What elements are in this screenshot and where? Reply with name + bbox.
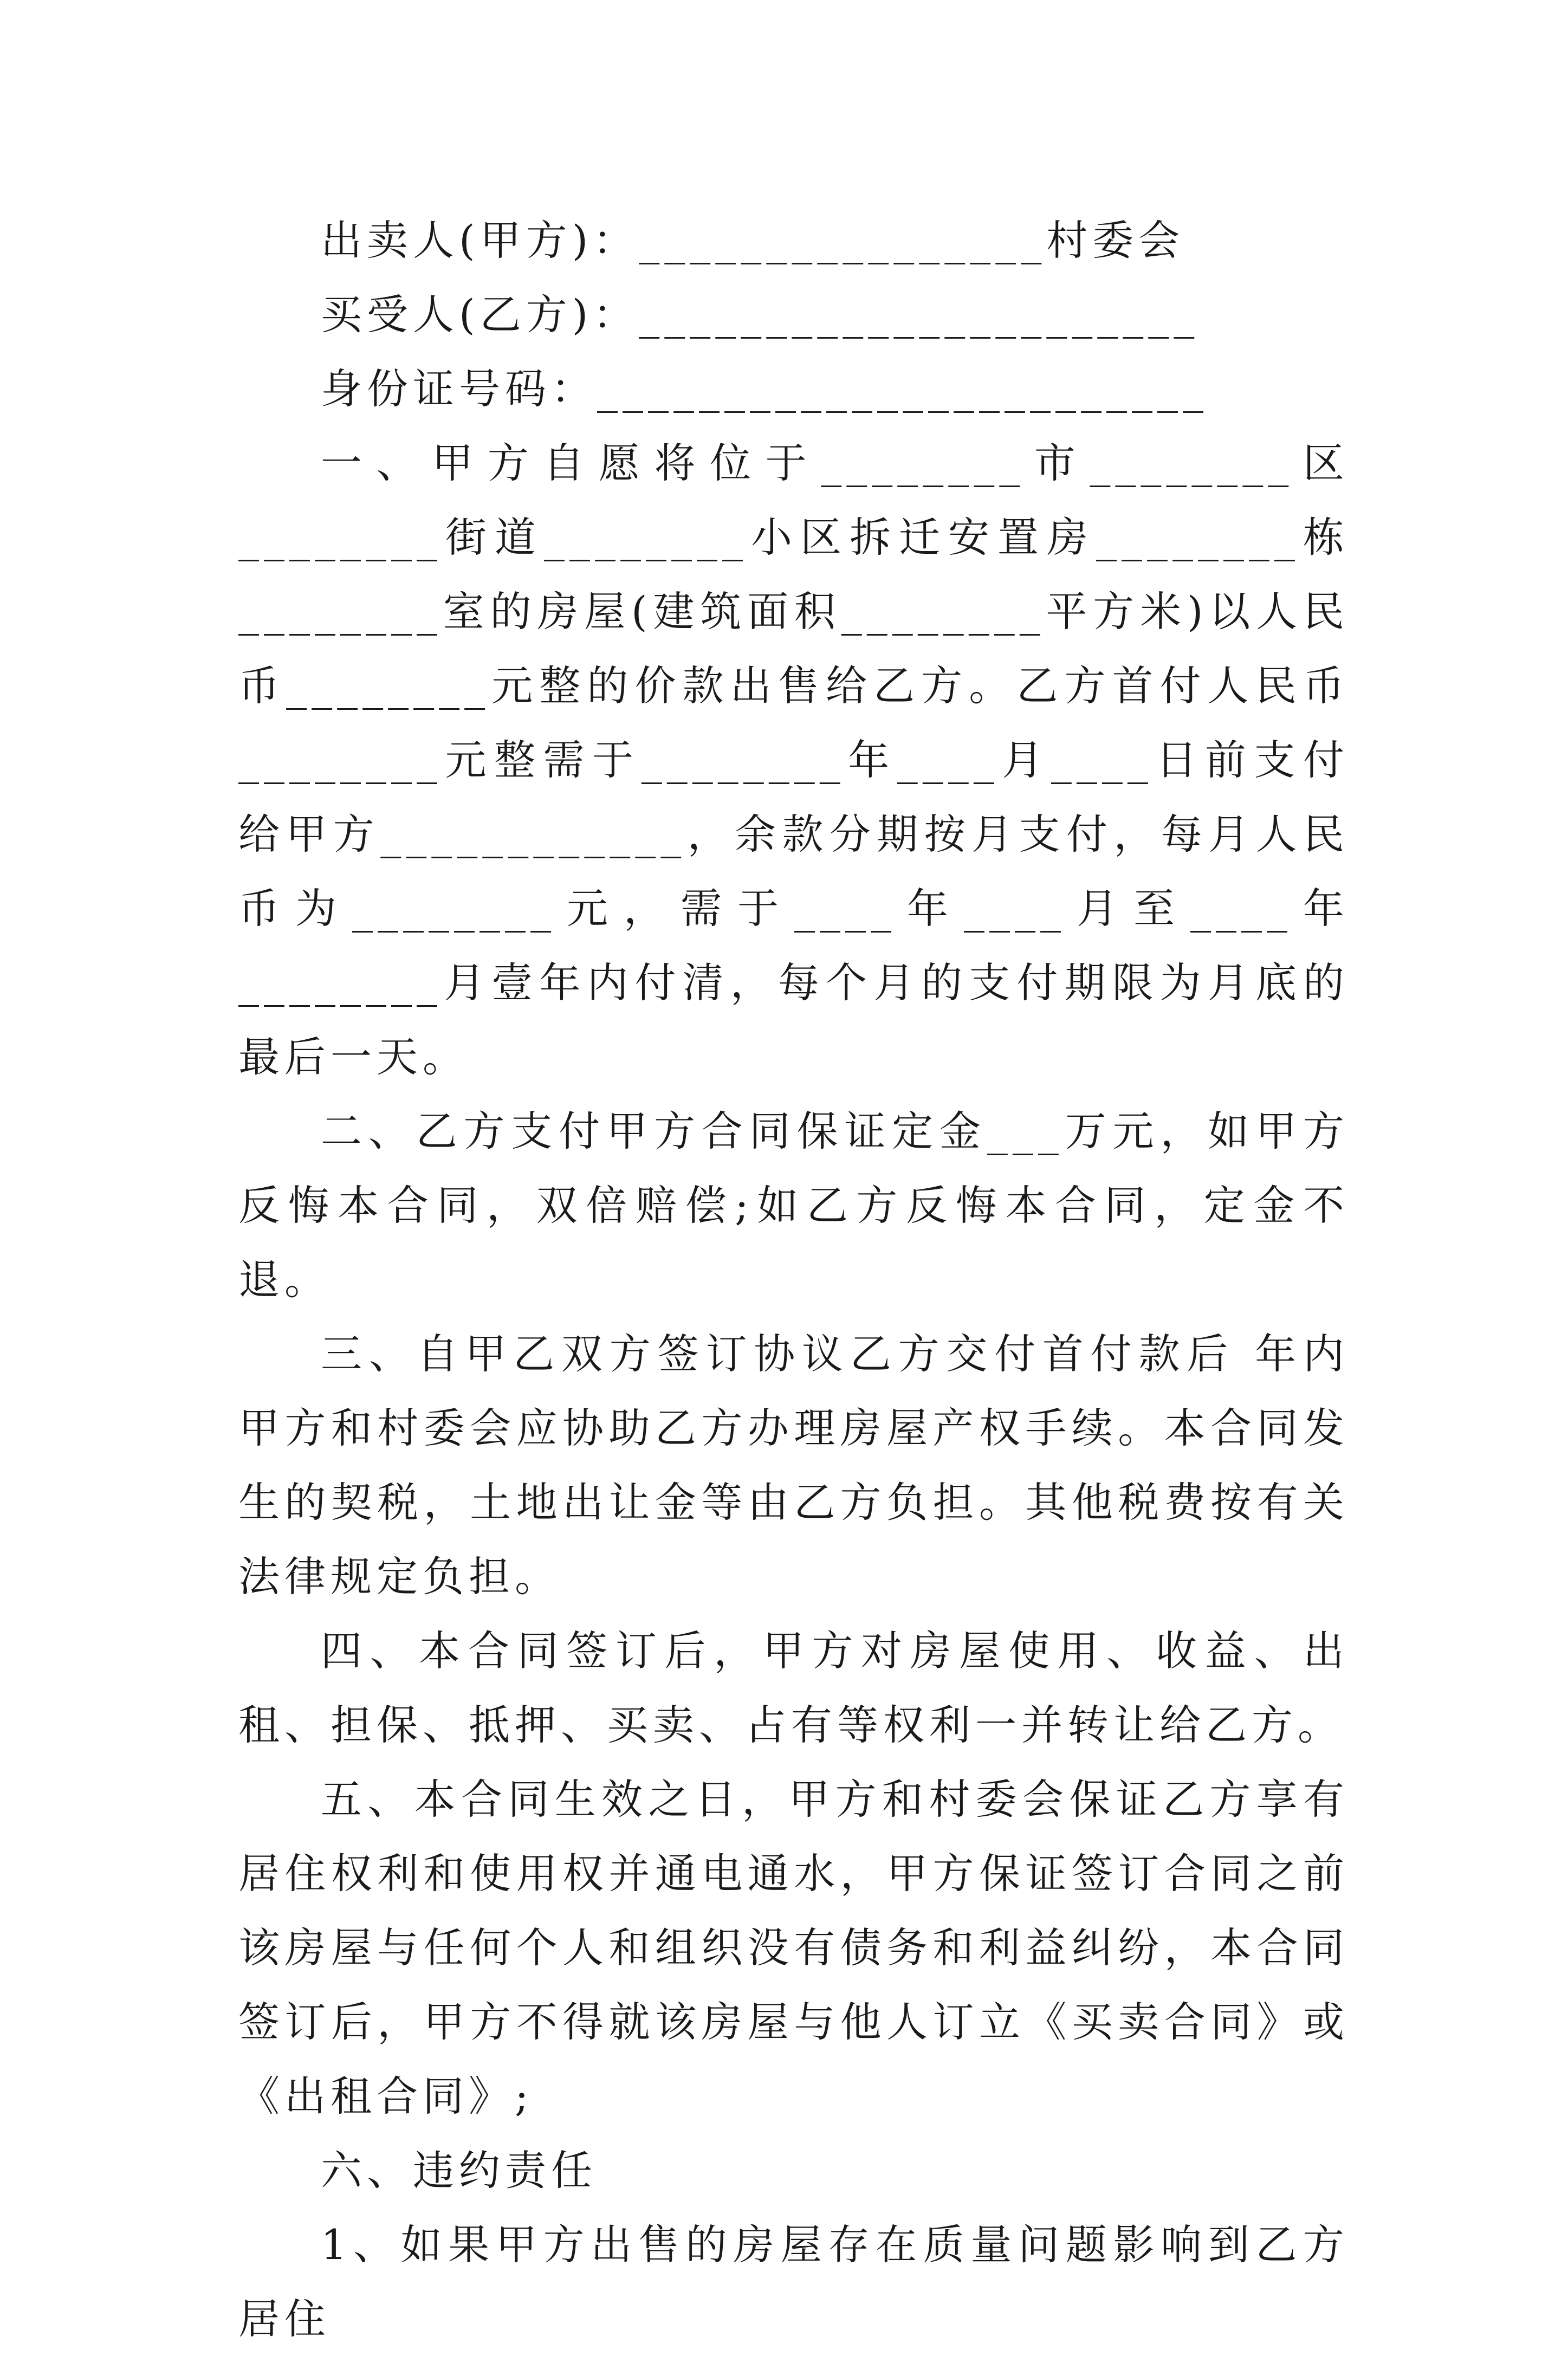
clause-2: 二、乙方支付甲方合同保证定金___万元，如甲方反悔本合同，双倍赔偿;如乙方反悔本合同，定金不退。: [238, 1107, 1349, 1304]
clause-6-heading: 六、违约责任: [321, 2146, 597, 2195]
clause-3: 三、自甲乙双方签订协议乙方交付首付款后 年内甲方和村委会应协助乙方办理房屋产权手续。本合同发生的契税，土地出让金等由乙方负担。其他税费按有关法律规定负担。: [238, 1330, 1349, 1601]
clause-6-item-1: 1、如果甲方出售的房屋存在质量问题影响到乙方居住: [238, 2221, 1349, 2343]
id-number-line: 身份证号码：________________________: [321, 365, 1208, 413]
buyer-line: 买受人(乙方)：______________________: [321, 290, 1200, 339]
clause-1: 一、甲方自愿将位于________市________区________街道________小区拆迁安置房________栋________室的房屋(建筑面积________平方米)以人民币________元整的价款出售给乙方。乙方首付人民币________元整需于________年____月____日前支付给甲方____________，余款分期按月支付，每月人民币为________元，需于____年____月至____年________月壹年内付清，每个月的支付期限为月底的最后一天。: [238, 439, 1349, 1081]
seller-line: 出卖人(甲方)：________________村委会: [321, 216, 1185, 264]
clause-5: 五、本合同生效之日，甲方和村委会保证乙方享有居住权利和使用权并通电通水，甲方保证签订合同之前该房屋与任何个人和组织没有债务和利益纠纷，本合同签订后，甲方不得就该房屋与他人订立《买卖合同》或《出租合同》;: [238, 1775, 1349, 2120]
document-body: [238, 203, 1349, 2356]
clause-4: 四、本合同签订后，甲方对房屋使用、收益、出租、担保、抵押、买卖、占有等权利一并转让给乙方。: [238, 1627, 1349, 1749]
